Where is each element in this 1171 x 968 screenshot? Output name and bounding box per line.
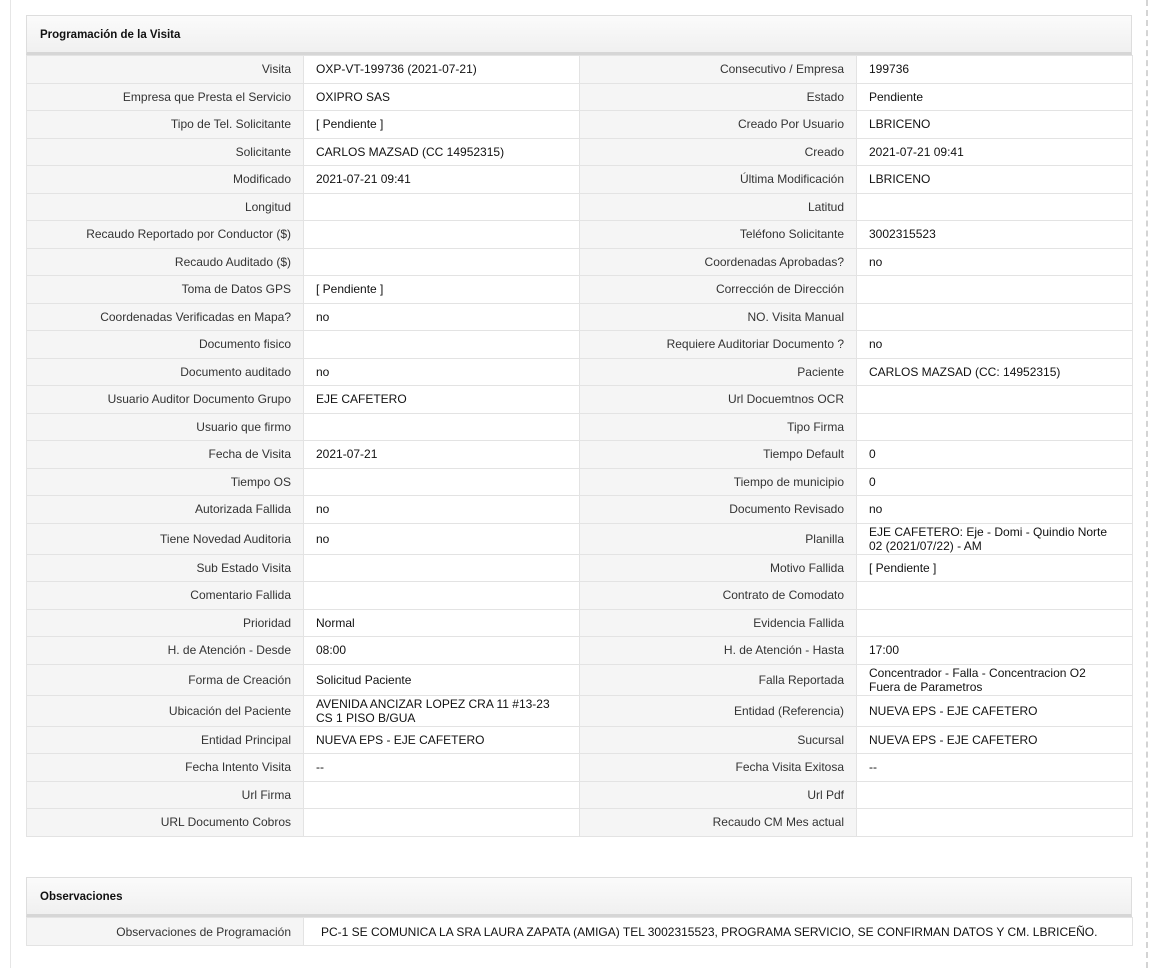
- field-value: OXIPRO SAS: [304, 83, 580, 111]
- field-label: Fecha Visita Exitosa: [580, 754, 857, 782]
- field-value: 199736: [857, 56, 1133, 84]
- field-value: [857, 809, 1133, 837]
- detail-row: [27, 358, 1133, 386]
- field-value: no: [304, 496, 580, 524]
- field-label: Documento fisico: [27, 331, 304, 359]
- field-label: Entidad (Referencia): [580, 695, 857, 726]
- field-value: [857, 582, 1133, 610]
- field-value: Solicitud Paciente: [304, 664, 580, 695]
- field-value: no: [857, 331, 1133, 359]
- field-label: Coordenadas Verificadas en Mapa?: [27, 303, 304, 331]
- field-value: NUEVA EPS - EJE CAFETERO: [857, 695, 1133, 726]
- field-label: Teléfono Solicitante: [580, 221, 857, 249]
- field-label: Forma de Creación: [27, 664, 304, 695]
- detail-row: [27, 664, 1133, 695]
- field-value: EJE CAFETERO: Eje - Domi - Quindio Norte 02 (2021/07/22) - AM: [857, 523, 1133, 554]
- detail-row: [27, 781, 1133, 809]
- field-value: NUEVA EPS - EJE CAFETERO: [857, 726, 1133, 754]
- field-value: [857, 193, 1133, 221]
- field-value: 0: [857, 441, 1133, 469]
- field-value: [857, 276, 1133, 304]
- left-border: [10, 0, 11, 968]
- field-label: Modificado: [27, 166, 304, 194]
- field-value: [304, 221, 580, 249]
- field-value: 2021-07-21 09:41: [304, 166, 580, 194]
- detail-row: [27, 554, 1133, 582]
- field-value: [304, 582, 580, 610]
- field-label: Planilla: [580, 523, 857, 554]
- field-label: Tiempo de municipio: [580, 468, 857, 496]
- field-label: Creado Por Usuario: [580, 111, 857, 139]
- field-value: LBRICENO: [857, 166, 1133, 194]
- field-value: LBRICENO: [857, 111, 1133, 139]
- field-label: Motivo Fallida: [580, 554, 857, 582]
- detail-row: [27, 754, 1133, 782]
- field-label: Consecutivo / Empresa: [580, 56, 857, 84]
- field-label: URL Documento Cobros: [27, 809, 304, 837]
- field-label: Tiempo OS: [27, 468, 304, 496]
- field-value: Pendiente: [857, 83, 1133, 111]
- field-value: --: [304, 754, 580, 782]
- field-value: [304, 413, 580, 441]
- field-label: Sub Estado Visita: [27, 554, 304, 582]
- observations-row: [27, 918, 1133, 946]
- detail-row: [27, 809, 1133, 837]
- detail-row: [27, 523, 1133, 554]
- field-label: Fecha de Visita: [27, 441, 304, 469]
- field-value: AVENIDA ANCIZAR LOPEZ CRA 11 #13-23 CS 1 PISO B/GUA: [304, 695, 580, 726]
- detail-row: [27, 695, 1133, 726]
- field-label: Recaudo Auditado ($): [27, 248, 304, 276]
- detail-row: [27, 83, 1133, 111]
- field-label: Estado: [580, 83, 857, 111]
- field-label: Prioridad: [27, 609, 304, 637]
- field-value: [304, 331, 580, 359]
- detail-row: [27, 221, 1133, 249]
- field-value: 17:00: [857, 637, 1133, 665]
- observations-value: PC-1 SE COMUNICA LA SRA LAURA ZAPATA (AMIGA) TEL 3002315523, PROGRAMA SERVICIO, SE CONFIRMAN DATOS Y CM. LBRICEÑO.: [304, 918, 1133, 946]
- field-label: Recaudo CM Mes actual: [580, 809, 857, 837]
- field-label: Paciente: [580, 358, 857, 386]
- field-label: Tipo Firma: [580, 413, 857, 441]
- field-value: --: [857, 754, 1133, 782]
- field-label: Entidad Principal: [27, 726, 304, 754]
- detail-row: [27, 193, 1133, 221]
- field-label: Comentario Fallida: [27, 582, 304, 610]
- field-label: Tipo de Tel. Solicitante: [27, 111, 304, 139]
- field-value: Concentrador - Falla - Concentracion O2 Fuera de Parametros: [857, 664, 1133, 695]
- field-label: Ubicación del Paciente: [27, 695, 304, 726]
- field-value: 08:00: [304, 637, 580, 665]
- field-label: Documento Revisado: [580, 496, 857, 524]
- field-value: no: [857, 496, 1133, 524]
- field-label: Contrato de Comodato: [580, 582, 857, 610]
- field-label: NO. Visita Manual: [580, 303, 857, 331]
- field-label: Creado: [580, 138, 857, 166]
- field-label: Usuario Auditor Documento Grupo: [27, 386, 304, 414]
- visit-details-rows: [27, 56, 1133, 837]
- field-value: [857, 781, 1133, 809]
- field-value: 3002315523: [857, 221, 1133, 249]
- detail-row: [27, 637, 1133, 665]
- field-value: [ Pendiente ]: [304, 276, 580, 304]
- visit-details-table: [26, 55, 1133, 837]
- detail-row: [27, 726, 1133, 754]
- detail-row: [27, 111, 1133, 139]
- field-value: [ Pendiente ]: [857, 554, 1133, 582]
- field-value: no: [304, 523, 580, 554]
- field-value: OXP-VT-199736 (2021-07-21): [304, 56, 580, 84]
- field-value: Normal: [304, 609, 580, 637]
- field-label: Url Firma: [27, 781, 304, 809]
- detail-row: [27, 331, 1133, 359]
- detail-row: [27, 386, 1133, 414]
- field-value: [304, 193, 580, 221]
- field-label: Usuario que firmo: [27, 413, 304, 441]
- field-label: Falla Reportada: [580, 664, 857, 695]
- field-label: Url Docuemtnos OCR: [580, 386, 857, 414]
- detail-row: [27, 166, 1133, 194]
- field-value: CARLOS MAZSAD (CC: 14952315): [857, 358, 1133, 386]
- field-value: [857, 609, 1133, 637]
- field-label: Corrección de Dirección: [580, 276, 857, 304]
- detail-row: [27, 496, 1133, 524]
- field-label: Url Pdf: [580, 781, 857, 809]
- field-value: [304, 554, 580, 582]
- field-label: Tiene Novedad Auditoria: [27, 523, 304, 554]
- observations-panel: [26, 877, 1132, 946]
- right-dashed-divider: [1146, 0, 1148, 968]
- field-label: Requiere Auditoriar Documento ?: [580, 331, 857, 359]
- detail-row: [27, 441, 1133, 469]
- field-value: no: [304, 303, 580, 331]
- detail-row: [27, 276, 1133, 304]
- field-label: Recaudo Reportado por Conductor ($): [27, 221, 304, 249]
- field-label: H. de Atención - Desde: [27, 637, 304, 665]
- observations-label: Observaciones de Programación: [27, 918, 304, 946]
- detail-row: [27, 56, 1133, 84]
- detail-row: [27, 138, 1133, 166]
- field-value: CARLOS MAZSAD (CC 14952315): [304, 138, 580, 166]
- field-label: Toma de Datos GPS: [27, 276, 304, 304]
- field-value: [857, 386, 1133, 414]
- field-label: Fecha Intento Visita: [27, 754, 304, 782]
- field-label: H. de Atención - Hasta: [580, 637, 857, 665]
- field-label: Visita: [27, 56, 304, 84]
- field-value: [304, 781, 580, 809]
- field-value: no: [304, 358, 580, 386]
- field-label: Empresa que Presta el Servicio: [27, 83, 304, 111]
- field-label: Solicitante: [27, 138, 304, 166]
- field-label: Longitud: [27, 193, 304, 221]
- detail-row: [27, 609, 1133, 637]
- detail-row: [27, 468, 1133, 496]
- field-label: Evidencia Fallida: [580, 609, 857, 637]
- field-value: 2021-07-21 09:41: [857, 138, 1133, 166]
- field-value: 2021-07-21: [304, 441, 580, 469]
- observations-header: Observaciones: [26, 877, 1132, 917]
- field-label: Autorizada Fallida: [27, 496, 304, 524]
- observations-table: [26, 917, 1133, 946]
- field-value: [857, 413, 1133, 441]
- detail-row: [27, 413, 1133, 441]
- field-label: Sucursal: [580, 726, 857, 754]
- field-value: 0: [857, 468, 1133, 496]
- field-value: [304, 248, 580, 276]
- field-label: Documento auditado: [27, 358, 304, 386]
- field-value: [857, 303, 1133, 331]
- field-value: no: [857, 248, 1133, 276]
- detail-row: [27, 582, 1133, 610]
- field-value: [304, 809, 580, 837]
- detail-row: [27, 303, 1133, 331]
- field-label: Última Modificación: [580, 166, 857, 194]
- field-label: Coordenadas Aprobadas?: [580, 248, 857, 276]
- field-value: EJE CAFETERO: [304, 386, 580, 414]
- visit-programming-panel: [26, 15, 1132, 837]
- field-label: Tiempo Default: [580, 441, 857, 469]
- field-value: NUEVA EPS - EJE CAFETERO: [304, 726, 580, 754]
- field-value: [304, 468, 580, 496]
- visit-programming-header: Programación de la Visita: [26, 15, 1132, 55]
- detail-row: [27, 248, 1133, 276]
- field-value: [ Pendiente ]: [304, 111, 580, 139]
- field-label: Latitud: [580, 193, 857, 221]
